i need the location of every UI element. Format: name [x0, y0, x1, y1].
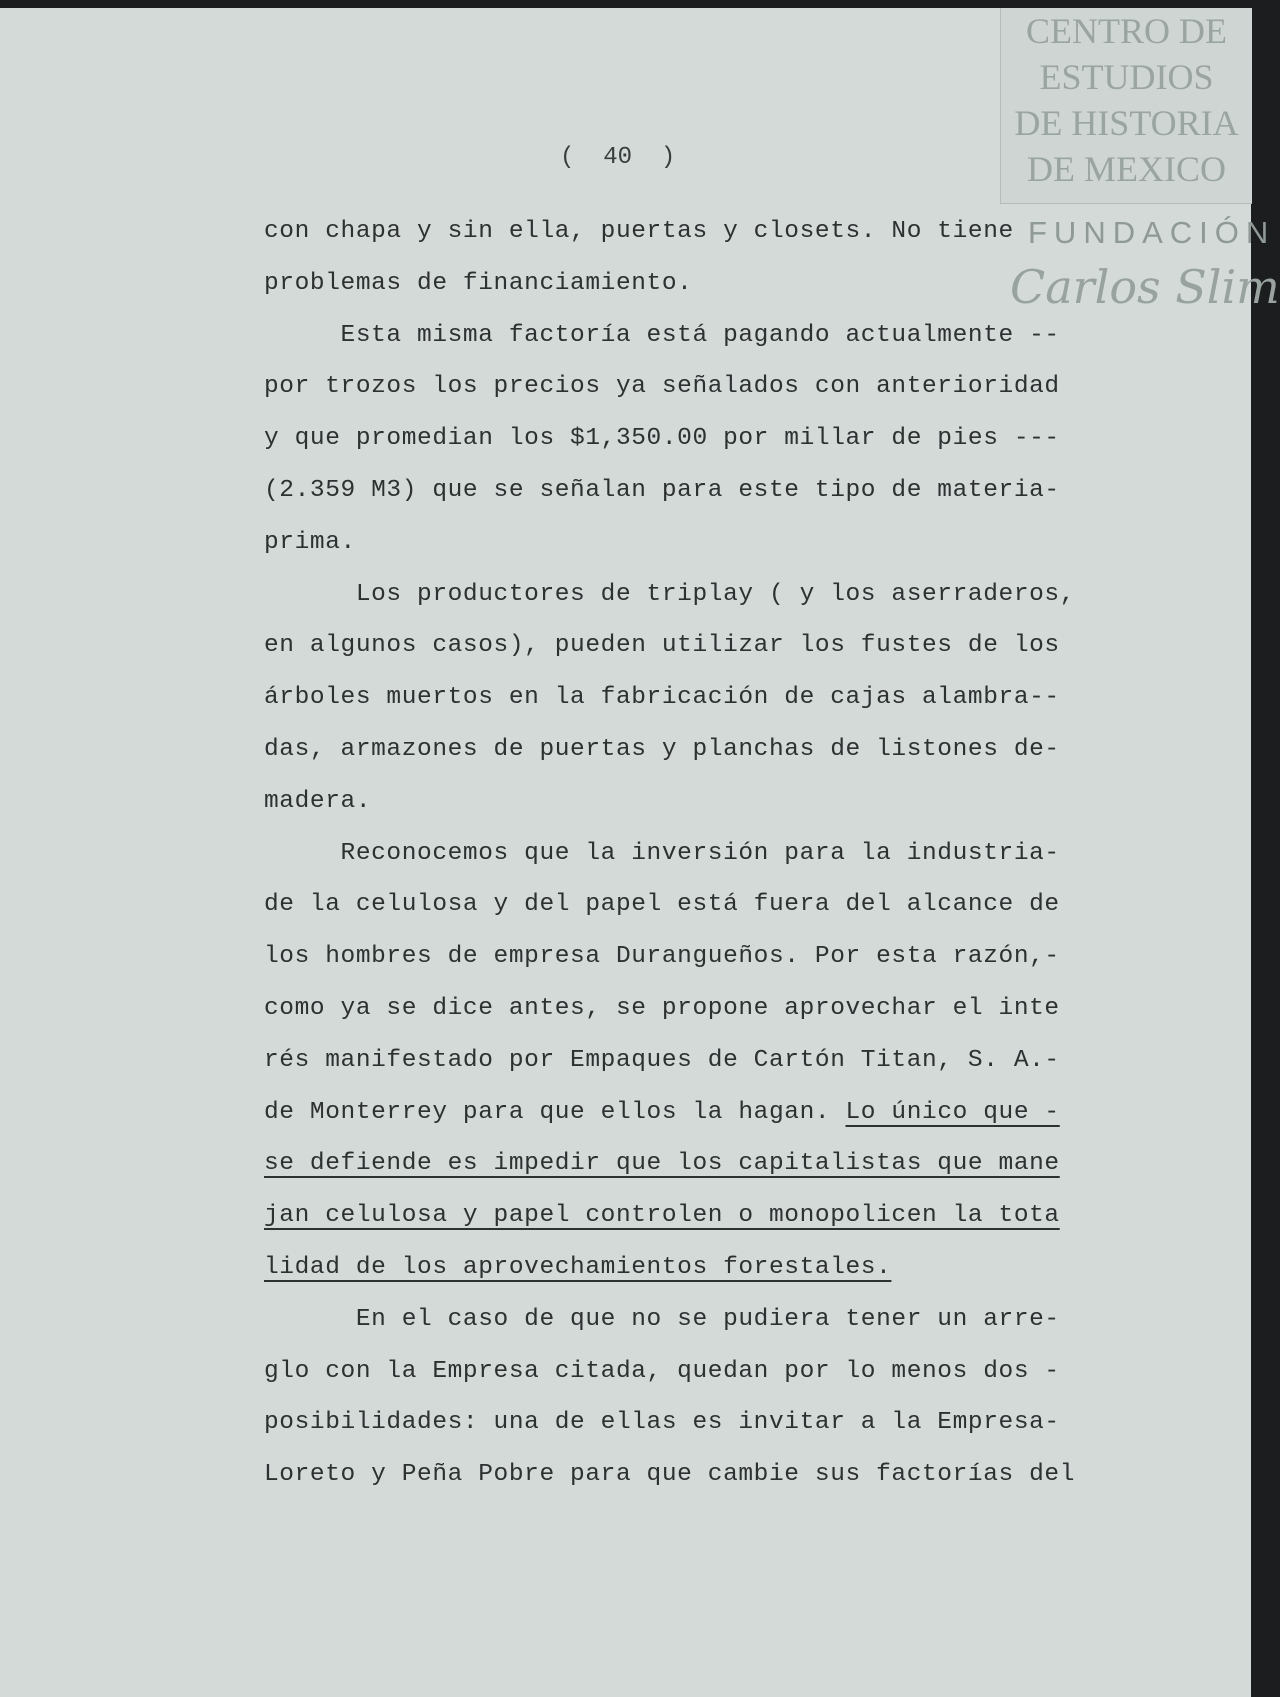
text-line: Los productores de triplay ( y los aserraderos,	[264, 580, 1076, 608]
text-line: árboles muertos en la fabricación de cajas alambra--	[264, 684, 1060, 712]
watermark-line: DE HISTORIA	[1014, 103, 1239, 143]
text-line	[264, 1087, 1104, 1139]
text-line: Esta misma factoría está pagando actualmente --	[264, 321, 1060, 349]
text-line: prima.	[264, 528, 356, 556]
text-line: en algunos casos), pueden utilizar los fustes de los	[264, 632, 1060, 660]
underlined-fragment: Lo único que -	[845, 1098, 1060, 1126]
text-line: por trozos los precios ya señalados con anterioridad	[264, 373, 1060, 401]
text-line: como ya se dice antes, se propone aprovechar el inte	[264, 994, 1060, 1022]
text-line: los hombres de empresa Durangueños. Por esta razón,-	[264, 943, 1060, 971]
text-line: y que promedian los $1,350.00 por millar de pies ---	[264, 425, 1060, 453]
text-line-underlined: jan celulosa y papel controlen o monopolicen la tota	[264, 1202, 1060, 1230]
watermark-foundation: FUNDACIÓN	[1028, 215, 1276, 250]
watermark-line: ESTUDIOS	[1039, 57, 1214, 97]
text-line: das, armazones de puertas y planchas de listones de-	[264, 735, 1060, 763]
text-line: problemas de financiamiento.	[264, 269, 693, 297]
text-line-underlined: se defiende es impedir que los capitalistas que mane	[264, 1150, 1060, 1178]
watermark-signature: Carlos Slim	[1010, 260, 1280, 314]
text-line: En el caso de que no se pudiera tener un arre-	[264, 1305, 1060, 1333]
text-line: con chapa y sin ella, puertas y closets. No tiene	[264, 218, 1014, 245]
watermark-line: CENTRO DE	[1026, 11, 1227, 51]
watermark-box	[1000, 8, 1252, 204]
text-line: glo con la Empresa citada, quedan por lo menos dos -	[264, 1357, 1060, 1385]
text-line-underlined: lidad de los aprovechamientos forestales.	[264, 1253, 892, 1281]
document-page	[0, 8, 1280, 1697]
body-text	[264, 206, 1104, 1501]
text-line: rés manifestado por Empaques de Cartón Titan, S. A.-	[264, 1046, 1060, 1074]
text-line: de la celulosa y del papel está fuera del alcance de	[264, 891, 1060, 919]
text-line: Reconocemos que la inversión para la industria-	[264, 839, 1060, 867]
text-line-start: de Monterrey para que ellos la hagan.	[264, 1098, 846, 1126]
page-number: ( 40 )	[560, 144, 676, 171]
watermark-line: DE MEXICO	[1027, 149, 1226, 189]
text-line: (2.359 M3) que se señalan para este tipo de materia-	[264, 476, 1060, 504]
text-line: madera.	[264, 787, 372, 815]
text-line: posibilidades: una de ellas es invitar a la Empresa-	[264, 1409, 1060, 1437]
text-line: Loreto y Peña Pobre para que cambie sus factorías del	[264, 1461, 1076, 1489]
